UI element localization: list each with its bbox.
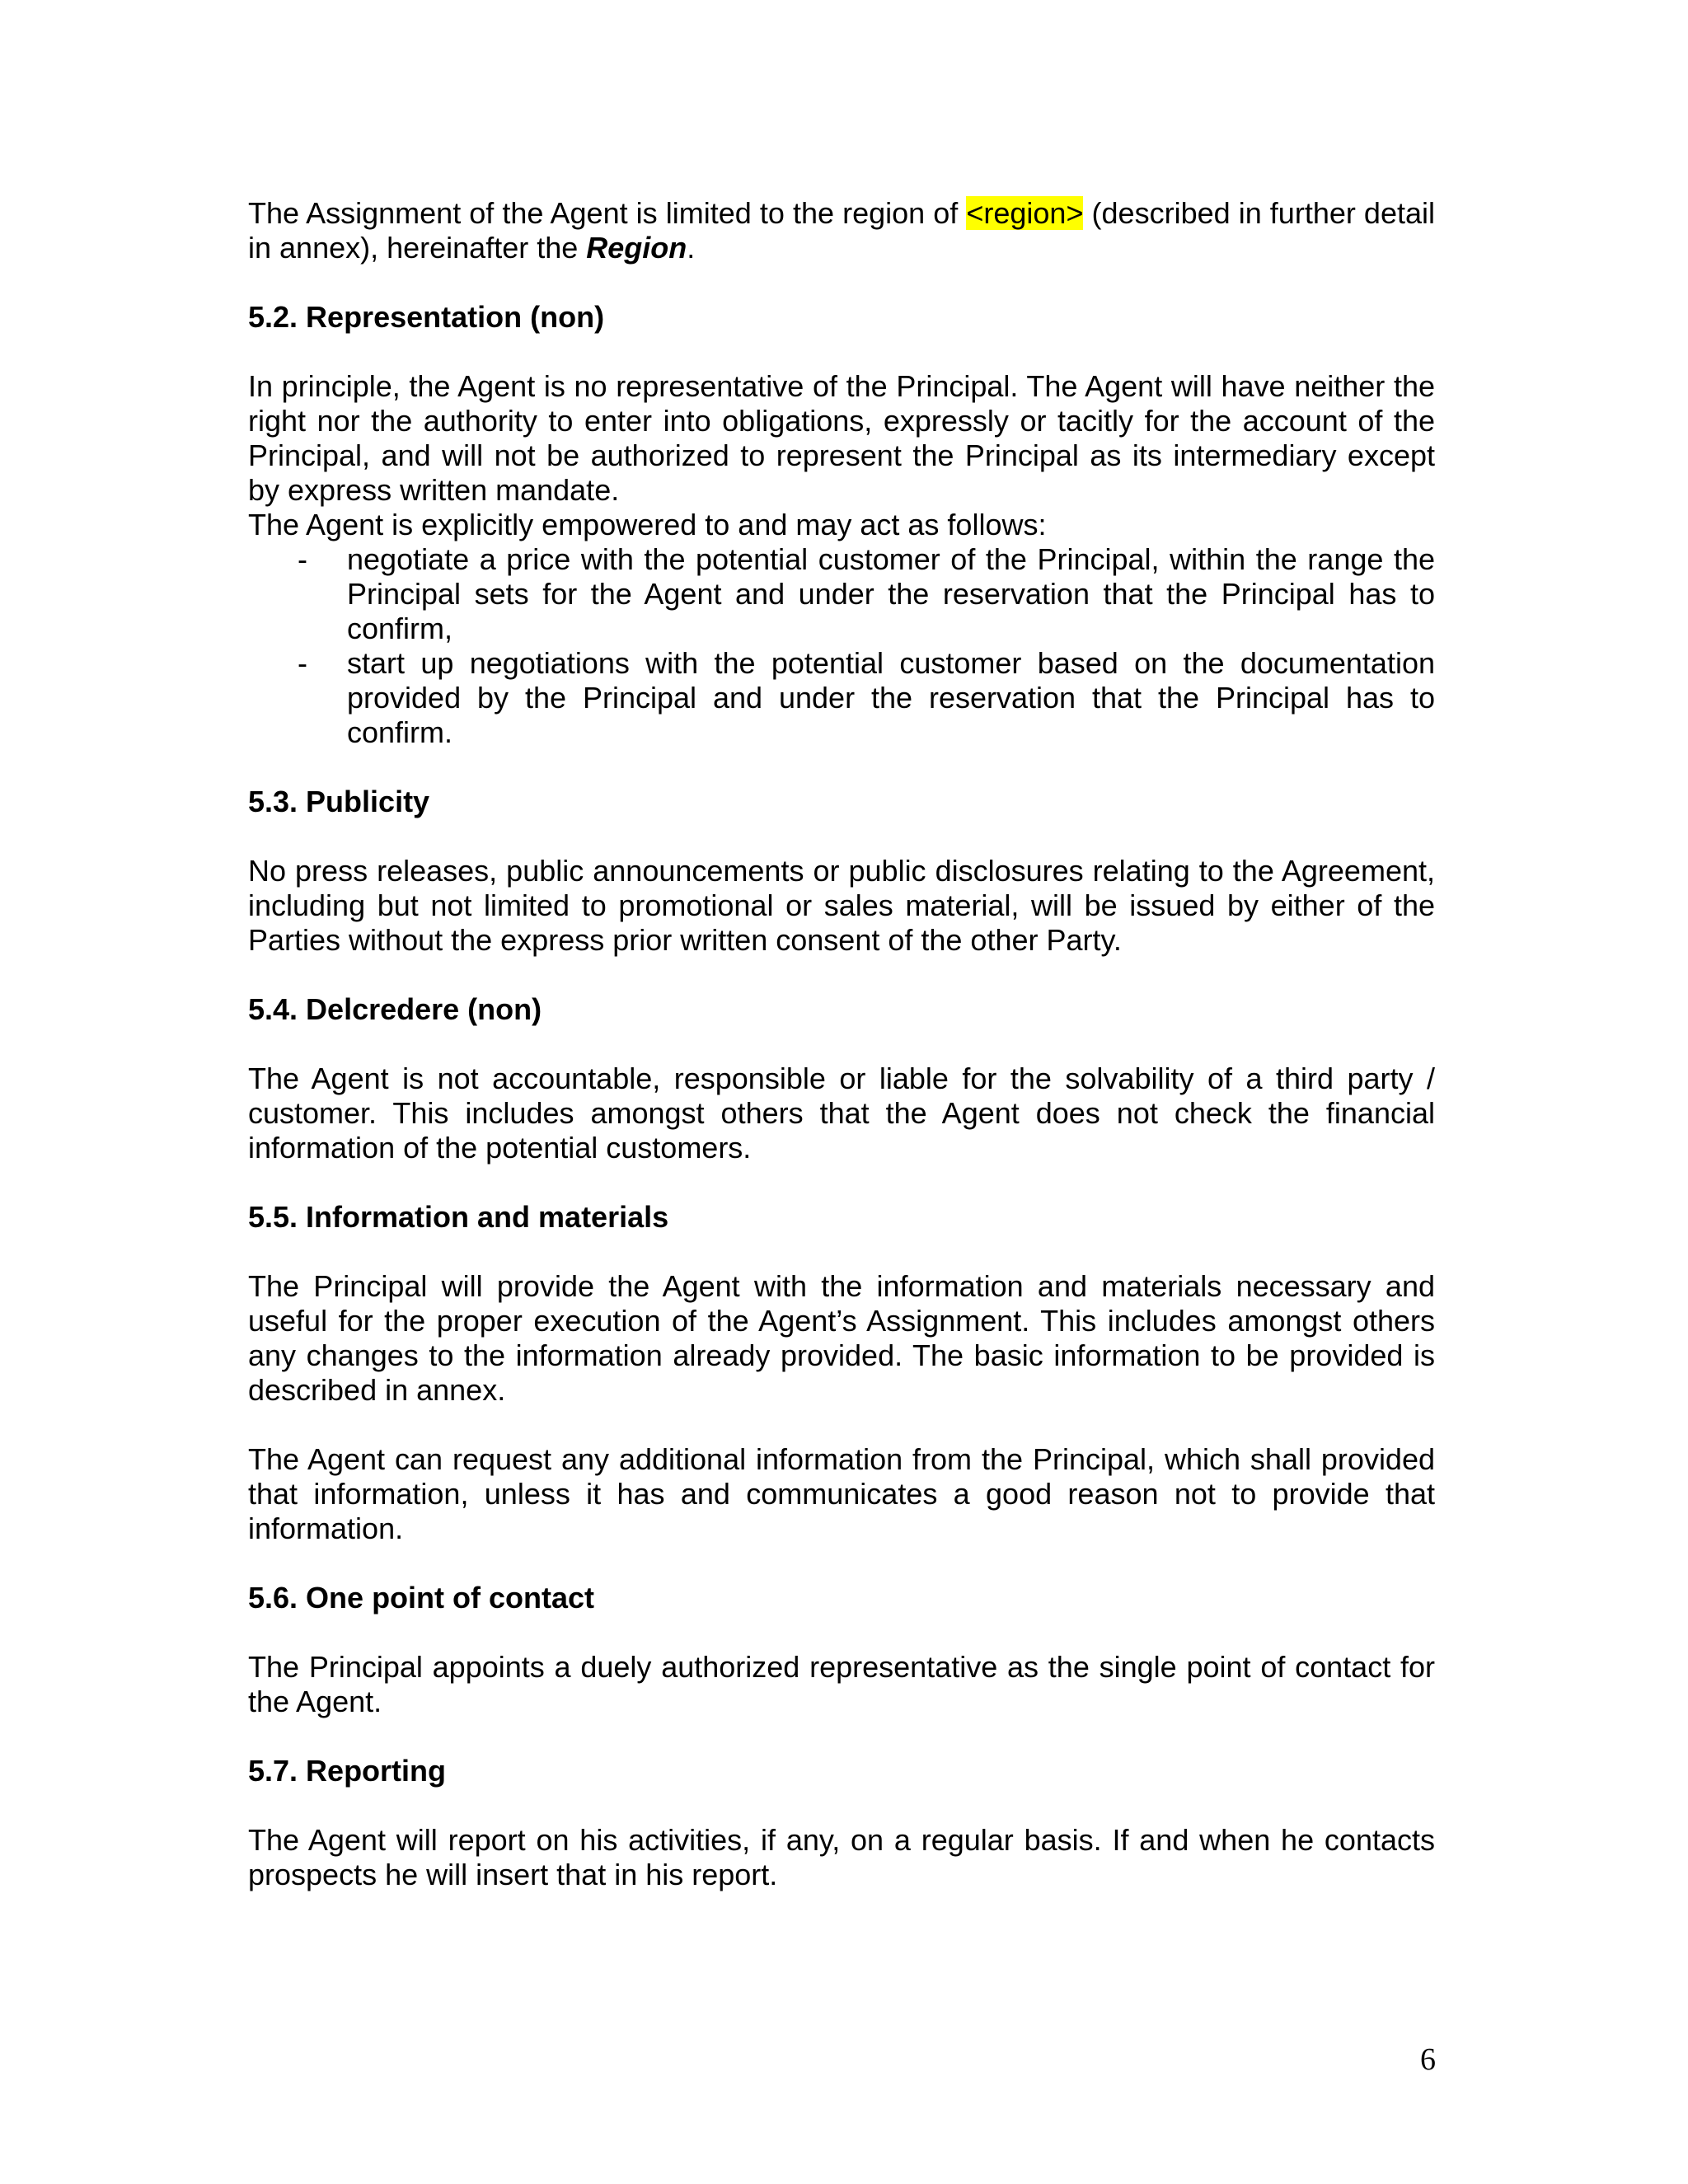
section-5-4-paragraph: The Agent is not accountable, responsible or liable for the solvability of a third party / customer. This includes amongst others that the Agent does not check the financial information of the potential customers. [248, 1062, 1435, 1165]
list-item-text: negotiate a price with the potential customer of the Principal, within the range the Principal sets for the Agent and under the reservation that the Principal has to confirm, [347, 542, 1435, 645]
section-5-3-paragraph: No press releases, public announcements or public disclosures relating to the Agreement, including but not limited to promotional or sales material, will be issued by either of the Parties without the express prior written consent of the other Party. [248, 854, 1435, 957]
list-item-text: start up negotiations with the potential customer based on the documentation provided by the Principal and under the reservation that the Principal has to confirm. [347, 646, 1435, 749]
intro-paragraph [248, 196, 1435, 265]
section-heading-5-6: 5.6. One point of contact [248, 1581, 595, 1615]
dash-bullet: - [298, 646, 307, 680]
document-page [248, 196, 1435, 1892]
section-heading-5-4: 5.4. Delcredere (non) [248, 992, 542, 1026]
section-5-2-paragraph-1: In principle, the Agent is no representative of the Principal. The Agent will have neither the right nor the authority to enter into obligations, expressly or tacitly for the account of the Principal, and will not be authorized to represent the Principal as its intermediary except by express written mandate. [248, 369, 1435, 507]
section-5-2-list [248, 542, 1435, 750]
region-placeholder: <region> [966, 196, 1084, 230]
section-heading-5-3: 5.3. Publicity [248, 785, 430, 818]
section-heading-5-5: 5.5. Information and materials [248, 1200, 669, 1234]
dash-bullet: - [298, 542, 307, 576]
page-number: 6 [1420, 2042, 1436, 2077]
section-5-7-paragraph: The Agent will report on his activities, if any, on a regular basis. If and when he contacts prospects he will insert that in his report. [248, 1823, 1435, 1891]
intro-text-post: (described in further detail in annex), hereinafter the [248, 196, 1435, 265]
section-heading-5-2: 5.2. Representation (non) [248, 300, 605, 334]
section-5-5-paragraph-2: The Agent can request any additional information from the Principal, which shall provided that information, unless it has and communicates a good reason not to provide that information. [248, 1442, 1435, 1545]
section-heading-5-7: 5.7. Reporting [248, 1754, 447, 1788]
list-item [248, 542, 1435, 646]
intro-text-pre: The Assignment of the Agent is limited to the region of [248, 196, 967, 230]
section-5-5-paragraph-1: The Principal will provide the Agent with the information and materials necessary and useful for the proper execution of the Agent’s Assignment. This includes amongst others any changes to the information already provided. The basic information to be provided is described in annex. [248, 1269, 1435, 1407]
intro-text-end: . [687, 231, 696, 265]
section-5-2-paragraph-2: The Agent is explicitly empowered to and may act as follows: [248, 508, 1047, 541]
list-item [248, 646, 1435, 750]
region-term: Region [586, 231, 687, 265]
section-5-6-paragraph: The Principal appoints a duely authorized representative as the single point of contact for the Agent. [248, 1650, 1435, 1718]
